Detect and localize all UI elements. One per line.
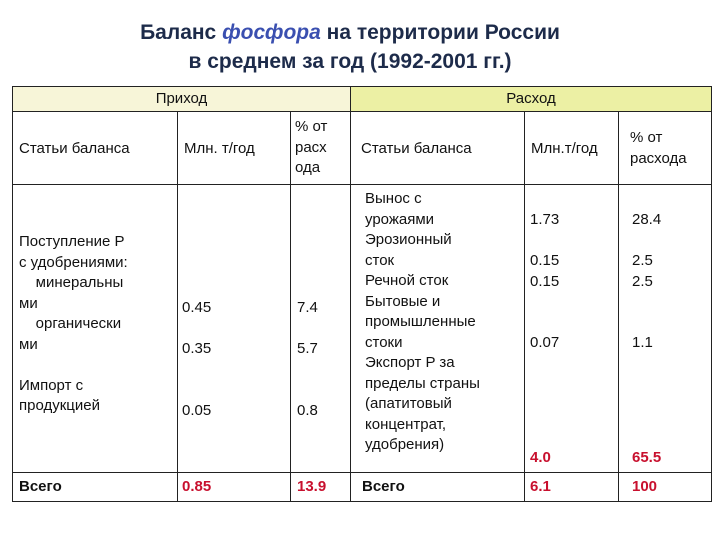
title-suffix: на территории России	[320, 21, 560, 44]
expense-col-pct: % от расхода	[630, 129, 687, 167]
income-header: Приход	[155, 90, 208, 107]
expense-total-label: Всего	[362, 478, 405, 495]
income-total-label: Всего	[19, 478, 62, 495]
income-pcts: 7.4 5.7 0.8	[297, 299, 318, 419]
expense-total-pct: 100	[632, 478, 658, 495]
income-amounts: 0.45 0.35 0.05	[182, 299, 212, 419]
expense-pcts: 28.4 2.5 2.5 1.1	[632, 211, 662, 351]
expense-col-amount: Млн.т/год	[531, 140, 598, 157]
expense-header: Расход	[506, 90, 556, 107]
expense-last-pct: 65.5	[632, 449, 662, 466]
expense-total-amount: 6.1	[530, 478, 551, 495]
income-col-pct: % от расх ода	[295, 118, 328, 176]
income-total-pct: 13.9	[297, 478, 327, 495]
page-title	[60, 18, 640, 76]
title-line-2: в среднем за год (1992-2001 гг.)	[188, 50, 512, 73]
balance-table	[12, 86, 712, 502]
income-items: Поступление P с удобрениями: минеральны ми органически ми Импорт с продукцией	[19, 233, 128, 414]
income-col-item: Статьи баланса	[19, 140, 130, 157]
expense-last-amount: 4.0	[530, 449, 551, 466]
income-col-amount: Млн. т/год	[184, 140, 255, 157]
income-total-amount: 0.85	[182, 478, 212, 495]
title-line-1	[60, 18, 640, 47]
title-prefix: Баланс	[140, 21, 223, 44]
expense-col-item: Статьи баланса	[361, 140, 472, 157]
expense-amounts: 1.73 0.15 0.15 0.07	[530, 211, 560, 351]
expense-items: Вынос с урожаями Эрозионный сток Речной сток Бытовые и промышленные стоки Экспорт P за пределы страны (апатитовый концентрат, удобрения)	[365, 190, 480, 453]
title-highlight: фосфора	[222, 21, 321, 44]
